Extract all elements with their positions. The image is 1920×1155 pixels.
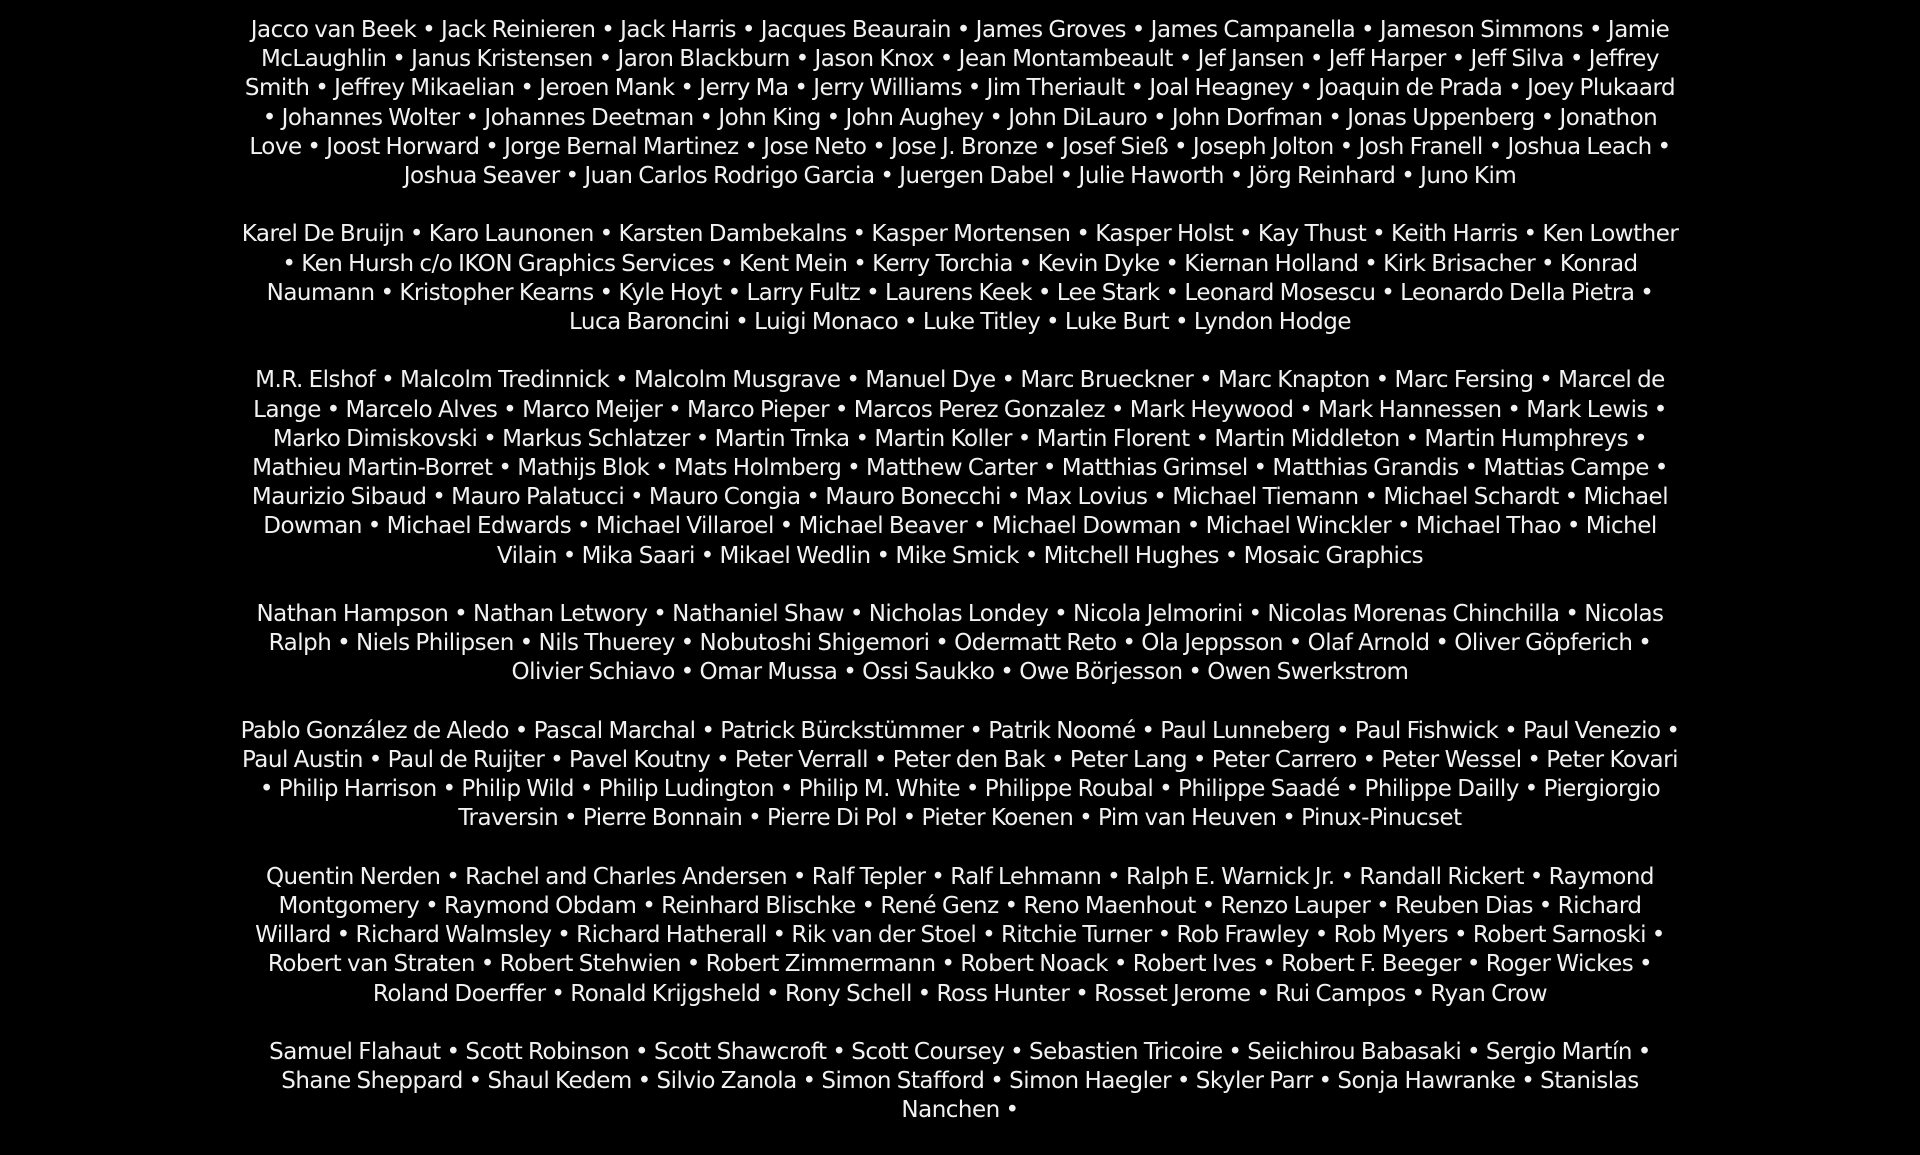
credits-block-n-o: Nathan Hampson • Nathan Letwory • Nathaniel Shaw • Nicholas Londey • Nicola Jelmorini • Nicolas Morenas Chinchilla • Nicolas Ralph • Niels Philipsen • Nils Thuerey • Nobutoshi Shigemori • Odermatt Reto • Ola Jeppsson • Olaf Arnold • Oliver Göpferich • Olivier Schiavo • Omar Mussa • Ossi Saukko • Owe Börjesson • Owen Swerkstrom bbox=[256, 601, 1664, 686]
credits-block-j: Jacco van Beek • Jack Reinieren • Jack Harris • Jacques Beaurain • James Groves • James Campanella • Jameson Simmons • Jamie McLaughlin • Janus Kristensen • Jaron Blackburn • Jason Knox • Jean Montambeault • Jef Jansen • Jeff Harper • Jeff Silva • Jeffrey Smith • Jeffrey Mikaelian • Jeroen Mank • Jerry Ma • Jerry Williams • Jim Theriault • Joal Heagney • Joaquin de Prada • Joey Plukaard • Johannes Wolter • Johannes Deetman • John King • John Aughey • John DiLauro • John Dorfman • Jonas Uppenberg • Jonathon Love • Joost Horward • Jorge Bernal Martinez • Jose Neto • Jose J. Bronze • Josef Sieß • Joseph Jolton • Josh Franell • Joshua Leach • Joshua Seaver • Juan Carlos Rodrigo Garcia • Juergen Dabel • Julie Haworth • Jörg Reinhard • Juno Kim bbox=[244, 17, 1676, 190]
credits-roll bbox=[240, 16, 1680, 1155]
credits-block-p: Pablo González de Aledo • Pascal Marchal • Patrick Bürckstümmer • Patrik Noomé • Paul Lunneberg • Paul Fishwick • Paul Venezio • Paul Austin • Paul de Ruijter • Pavel Koutny • Peter Verrall • Peter den Bak • Peter Lang • Peter Carrero • Peter Wessel • Peter Kovari • Philip Harrison • Philip Wild • Philip Ludington • Philip M. White • Philippe Roubal • Philippe Saadé • Philippe Dailly • Piergiorgio Traversin • Pierre Bonnain • Pierre Di Pol • Pieter Koenen • Pim van Heuven • Pinux-Pinucset bbox=[240, 717, 1680, 832]
credits-block-q-r: Quentin Nerden • Rachel and Charles Andersen • Ralf Tepler • Ralf Lehmann • Ralph E. Warnick Jr. • Randall Rickert • Raymond Montgomery • Raymond Obdam • Reinhard Blischke • René Genz • Reno Maenhout • Renzo Lauper • Reuben Dias • Richard Willard • Richard Walmsley • Richard Hatherall • Rik van der Stoel • Ritchie Turner • Rob Frawley • Rob Myers • Robert Sarnoski • Robert van Straten • Robert Stehwien • Robert Zimmermann • Robert Noack • Robert Ives • Robert F. Beeger • Roger Wickes • Roland Doerffer • Ronald Krijgsheld • Rony Schell • Ross Hunter • Rosset Jerome • Rui Campos • Ryan Crow bbox=[255, 863, 1665, 1007]
credits-block-m: M.R. Elshof • Malcolm Tredinnick • Malcolm Musgrave • Manuel Dye • Marc Brueckner • Marc Knapton • Marc Fersing • Marcel de Lange • Marcelo Alves • Marco Meijer • Marco Pieper • Marcos Perez Gonzalez • Mark Heywood • Mark Hannessen • Mark Lewis • Marko Dimiskovski • Markus Schlatzer • Martin Trnka • Martin Koller • Martin Florent • Martin Middleton • Martin Humphreys • Mathieu Martin-Borret • Mathijs Blok • Mats Holmberg • Matthew Carter • Matthias Grimsel • Matthias Grandis • Mattias Campe • Maurizio Sibaud • Mauro Palatucci • Mauro Congia • Mauro Bonecchi • Max Lovius • Michael Tiemann • Michael Schardt • Michael Dowman • Michael Edwards • Michael Villaroel • Michael Beaver • Michael Dowman • Michael Winckler • Michael Thao • Michel Vilain • Mika Saari • Mikael Wedlin • Mike Smick • Mitchell Hughes • Mosaic Graphics bbox=[251, 367, 1669, 569]
credits-block-k-l: Karel De Bruijn • Karo Launonen • Karsten Dambekalns • Kasper Mortensen • Kasper Holst • Kay Thust • Keith Harris • Ken Lowther • Ken Hursh c/o IKON Graphics Services • Kent Mein • Kerry Torchia • Kevin Dyke • Kiernan Holland • Kirk Brisacher • Konrad Naumann • Kristopher Kearns • Kyle Hoyt • Larry Fultz • Laurens Keek • Lee Stark • Leonard Mosescu • Leonardo Della Pietra • Luca Baroncini • Luigi Monaco • Luke Titley • Luke Burt • Lyndon Hodge bbox=[241, 221, 1679, 336]
credits-block-s: Samuel Flahaut • Scott Robinson • Scott Shawcroft • Scott Coursey • Sebastien Tricoire • Seiichirou Babasaki • Sergio Martín • Shane Sheppard • Shaul Kedem • Silvio Zanola • Simon Stafford • Simon Haegler • Skyler Parr • Sonja Hawranke • Stanislas Nanchen • bbox=[269, 1039, 1651, 1124]
